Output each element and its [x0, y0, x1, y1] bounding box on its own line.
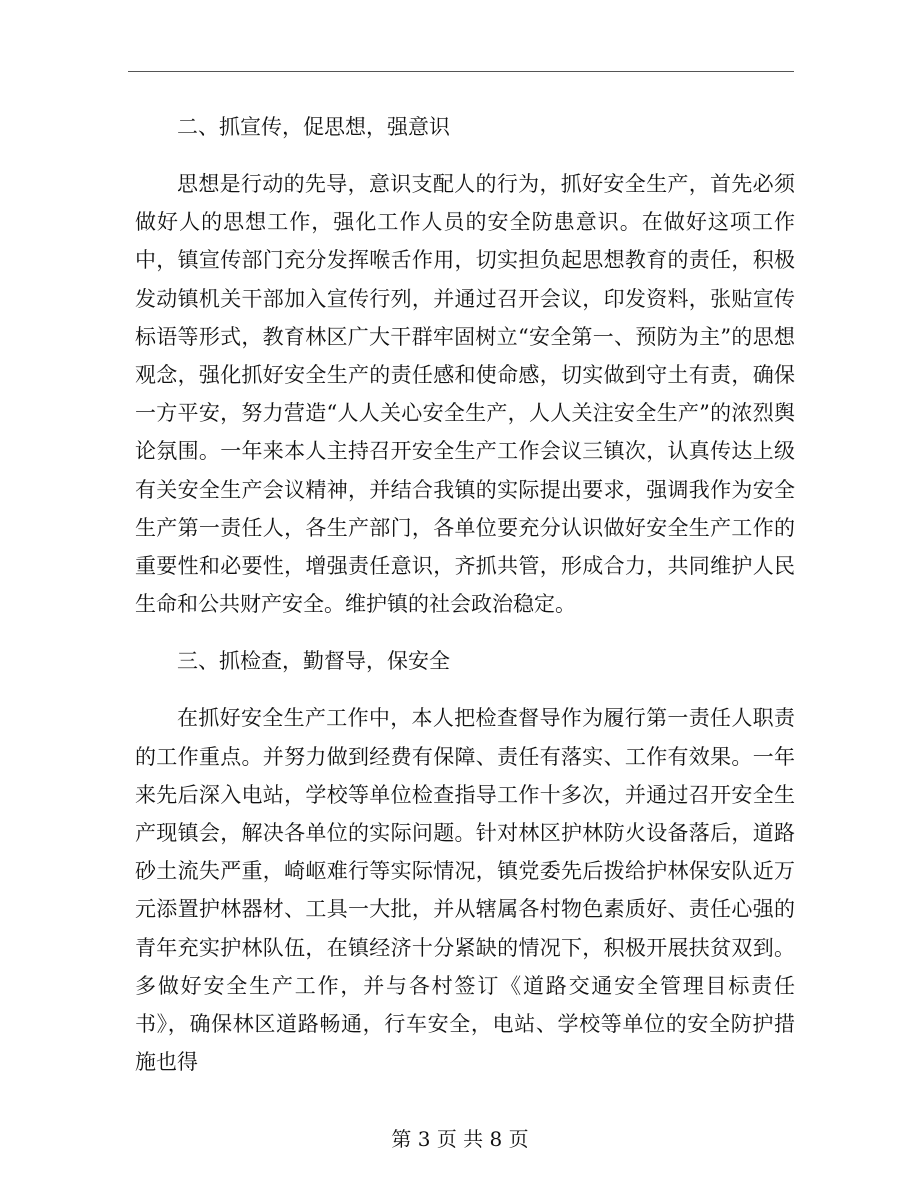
- section-paragraph-3: 在抓好安全生产工作中，本人把检查督导作为履行第一责任人职责的工作重点。并努力做到经费有保障、责任有落实、工作有效果。一年来先后深入电站，学校等单位检查指导工作十多次，并通过召开安全生产现镇会，解决各单位的实际问题。针对林区护林防火设备落后，道路砂土流失严重，崎岖难行等实际情况，镇党委先后拨给护林保安队近万元添置护林器材、工具一大批，并从辖属各村物色素质好、责任心强的青年充实护林队伍，在镇经济十分紧缺的情况下，积极开展扶贫双到。多做好安全生产工作，并与各村签订《道路交通安全管理目标责任书》，确保林区道路畅通，行车安全，电站、学校等单位的安全防护措施也得: [135, 706, 795, 1075]
- document-body: [135, 108, 795, 1100]
- header-rule: [128, 71, 794, 72]
- section-heading-3: 三、抓检查，勤督导，保安全: [177, 649, 450, 674]
- page-number-footer: 第 3 页 共 8 页: [391, 1127, 529, 1151]
- section-heading-2: 二、抓宣传，促思想，强意识: [177, 115, 450, 139]
- section-paragraph-2: 思想是行动的先导，意识支配人的行为，抓好安全生产，首先必须做好人的思想工作，强化工作人员的安全防患意识。在做好这项工作中，镇宣传部门充分发挥喉舌作用，切实担负起思想教育的责任，积极发动镇机关干部加入宣传行列，并通过召开会议，印发资料，张贴宣传标语等形式，教育林区广大干群牢固树立“安全第一、预防为主”的思想观念，强化抓好安全生产的责任感和使命感，切实做到守土有责，确保一方平安，努力营造“人人关心安全生产，人人关注安全生产”的浓烈舆论氛围。一年来本人主持召开安全生产工作会议三镇次，认真传达上级有关安全生产会议精神，并结合我镇的实际提出要求，强调我作为安全生产第一责任人，各生产部门，各单位要充分认识做好安全生产工作的重要性和必要性，增强责任意识，齐抓共管，形成合力，共同维护人民生命和公共财产安全。维护镇的社会政治稳定。: [135, 172, 795, 617]
